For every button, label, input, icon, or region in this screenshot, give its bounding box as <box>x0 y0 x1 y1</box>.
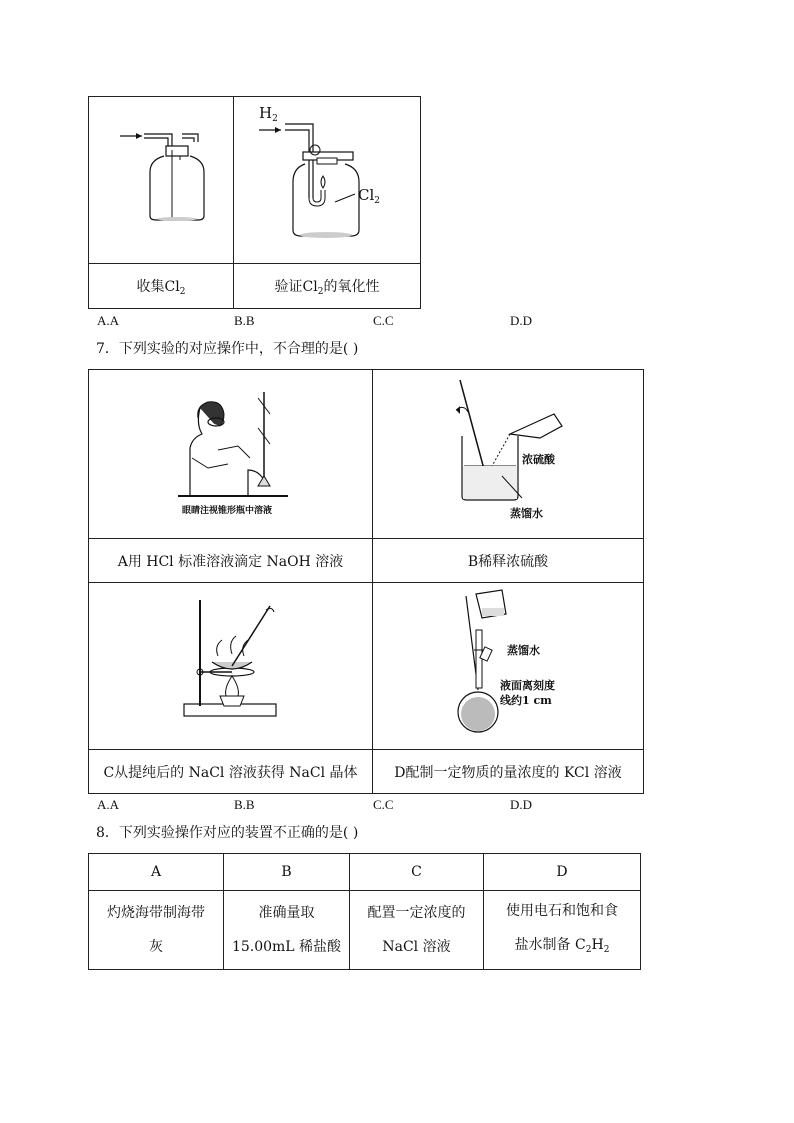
q6-label-a-pre: 收集 <box>136 278 165 295</box>
q8-c-line2: NaCl 溶液 <box>382 939 451 955</box>
q8-a-line1: 灼烧海带制海带 <box>107 905 205 921</box>
q6-label-b-pre: 验证 <box>274 278 303 295</box>
q8-d-sub2: 2 <box>603 944 610 955</box>
titration-figure <box>178 388 288 508</box>
q8-header-c: C <box>349 853 484 891</box>
q6-label-b-sub: 2 <box>317 286 324 297</box>
q8-cell-c <box>349 890 484 970</box>
dilution-figure <box>452 376 562 516</box>
q8-a-line2: 灰 <box>149 939 163 955</box>
q8-d-line2-pre: 盐水制备 C <box>514 936 586 953</box>
q8-b-line2: 15.00mL 稀盐酸 <box>231 939 342 955</box>
q7-cell-a: A用 HCl 标准溶液滴定 NaOH 溶液 <box>88 538 373 583</box>
q6-option-b[interactable]: B.B <box>234 313 255 328</box>
q8-stem: 8．下列实验操作对应的装置不正确的是( ) <box>96 825 359 841</box>
q6-label-a-chem: Cl <box>164 278 180 295</box>
q6-h2-sub: 2 <box>272 114 278 124</box>
q6-label-cell-b <box>233 263 421 309</box>
q7-cell-b: B稀释浓硫酸 <box>372 538 644 583</box>
q7-cell-c: C从提纯后的 NaCl 溶液获得 NaCl 晶体 <box>88 749 373 794</box>
gas-bottle-collect-drawing <box>110 120 210 230</box>
q7-fig-b-label1: 浓硫酸 <box>522 453 555 466</box>
q7-fig-a-caption: 眼睛注视锥形瓶中溶液 <box>182 506 273 516</box>
q8-header-a: A <box>88 853 224 891</box>
q8-header-d: D <box>483 853 641 891</box>
q8-d-sub1: 2 <box>585 944 592 955</box>
q6-option-d[interactable]: D.D <box>510 313 533 328</box>
q8-c-line1: 配置一定浓度的 <box>367 905 466 921</box>
q7-stem: 7．下列实验的对应操作中，不合理的是( ) <box>96 341 359 357</box>
q6-cl2-sub: 2 <box>374 196 381 206</box>
q8-d-mid: H <box>591 936 604 953</box>
q6-cl2-text: Cl <box>358 186 375 204</box>
q6-label-cell-a <box>88 263 234 309</box>
q7-fig-d-label3: 线约1 cm <box>500 694 552 707</box>
q6-option-a[interactable]: A.A <box>97 313 120 328</box>
q7-option-d[interactable]: D.D <box>510 797 533 812</box>
q8-header-b: B <box>223 853 350 891</box>
evaporation-figure <box>178 592 288 727</box>
q8-cell-b <box>223 890 350 970</box>
q6-option-c[interactable]: C.C <box>373 313 394 328</box>
q7-fig-b-label2: 蒸馏水 <box>510 507 543 520</box>
q8-cell-d <box>483 890 641 970</box>
q7-option-b[interactable]: B.B <box>234 797 255 812</box>
q6-h2-text: H <box>259 104 273 122</box>
volumetric-flask-figure <box>452 590 522 740</box>
q6-label-b-post: 的氧化性 <box>323 278 380 295</box>
q8-d-line1: 使用电石和饱和食 <box>506 902 618 919</box>
q7-option-c[interactable]: C.C <box>373 797 394 812</box>
q7-fig-d-label1: 蒸馏水 <box>507 644 540 657</box>
q7-fig-d-label2: 液面离刻度 <box>500 679 555 692</box>
q6-h2-label <box>259 104 278 124</box>
q7-option-a[interactable]: A.A <box>97 797 120 812</box>
q6-label-a-sub: 2 <box>179 286 186 297</box>
q7-cell-d: D配制一定物质的量浓度的 KCl 溶液 <box>372 749 644 794</box>
q8-cell-a <box>88 890 224 970</box>
q6-cl2-label <box>358 186 380 206</box>
q6-label-b-chem: Cl <box>302 278 318 295</box>
q8-d-line2 <box>515 928 610 967</box>
q8-b-line1: 准确量取 <box>258 905 315 921</box>
